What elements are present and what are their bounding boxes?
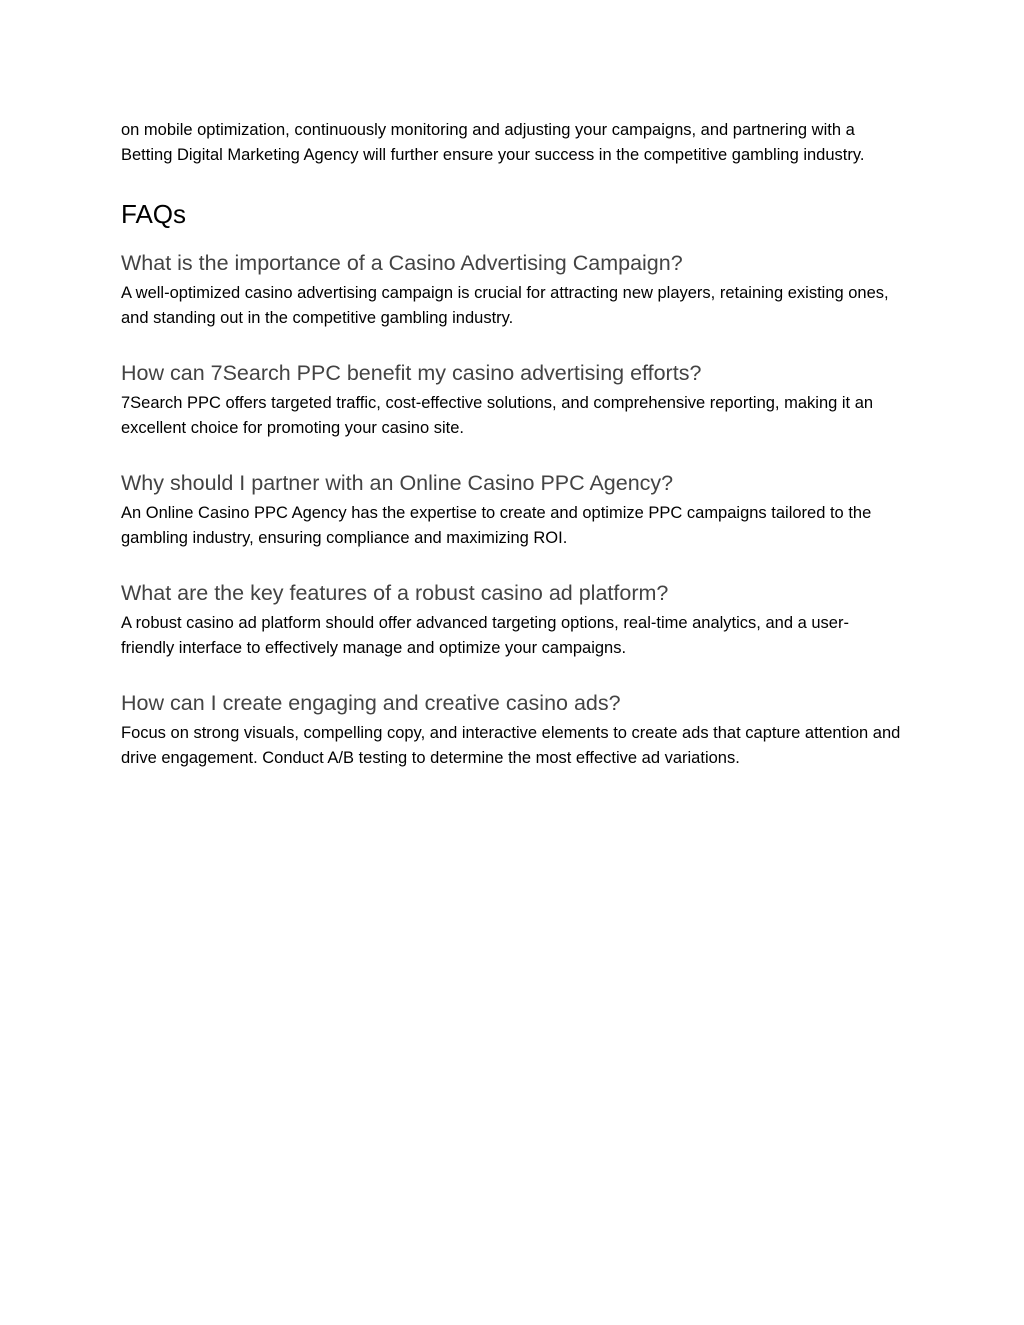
faq-question: What is the importance of a Casino Advertising Campaign? [121, 251, 683, 275]
faq-question: What are the key features of a robust casino ad platform? [121, 581, 669, 605]
faq-answer: A robust casino ad platform should offer advanced targeting options, real-time analytics, and a user-friendly interface to effectively manage and optimize your campaigns. [121, 614, 849, 657]
faq-list [121, 249, 901, 770]
faq-item [121, 249, 901, 330]
faq-question: Why should I partner with an Online Casino PPC Agency? [121, 471, 674, 495]
faq-question: How can 7Search PPC benefit my casino advertising efforts? [121, 361, 702, 385]
faq-item [121, 689, 901, 770]
faq-question: How can I create engaging and creative casino ads? [121, 691, 621, 715]
faq-answer: 7Search PPC offers targeted traffic, cost-effective solutions, and comprehensive reporting, making it an excellent choice for promoting your casino site. [121, 394, 874, 437]
intro-paragraph: on mobile optimization, continuously monitoring and adjusting your campaigns, and partnering with a Betting Digital Marketing Agency will further ensure your success in the competitive gambling industry. [121, 121, 865, 164]
document-page [121, 118, 901, 770]
faq-item [121, 469, 901, 550]
faq-answer: A well-optimized casino advertising campaign is crucial for attracting new players, retaining existing ones, and standing out in the competitive gambling industry. [121, 284, 889, 327]
faq-answer: Focus on strong visuals, compelling copy, and interactive elements to create ads that capture attention and drive engagement. Conduct A/B testing to determine the most effective ad variations. [121, 724, 901, 767]
faq-heading: FAQs [121, 199, 187, 229]
faq-item [121, 359, 901, 440]
faq-item [121, 579, 901, 660]
faq-answer: An Online Casino PPC Agency has the expertise to create and optimize PPC campaigns tailored to the gambling industry, ensuring compliance and maximizing ROI. [121, 504, 872, 547]
